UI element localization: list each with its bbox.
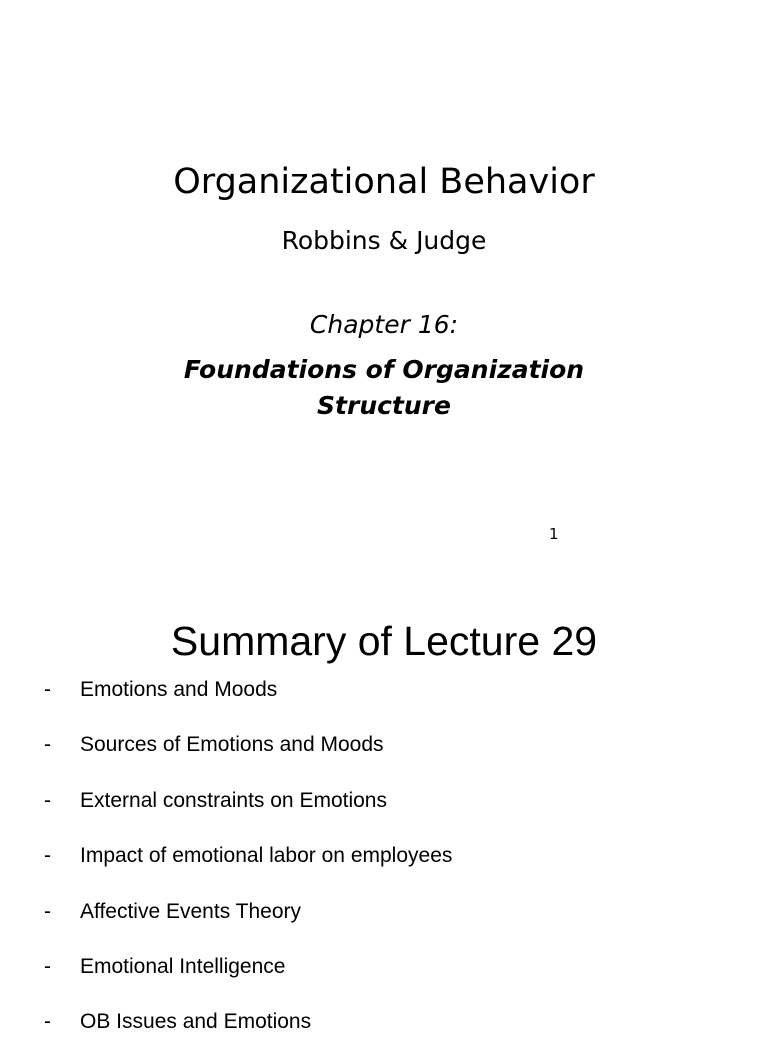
bullet-marker: - bbox=[44, 788, 51, 812]
slide-title: Organizational Behavior bbox=[173, 162, 595, 202]
bullet-text: Sources of Emotions and Moods bbox=[80, 733, 384, 757]
summary-slide bbox=[0, 600, 768, 1034]
bullet-text: Emotional Intelligence bbox=[80, 954, 286, 978]
summary-title: Summary of Lecture 29 bbox=[170, 618, 598, 664]
page-number: 1 bbox=[549, 525, 559, 543]
bullet-marker: - bbox=[44, 954, 51, 978]
bullet-text: External constraints on Emotions bbox=[80, 788, 387, 812]
bullet-text: Affective Events Theory bbox=[80, 899, 302, 923]
bullet-text: OB Issues and Emotions bbox=[80, 1010, 312, 1034]
chapter-label: Chapter 16: bbox=[309, 310, 459, 339]
list-item bbox=[0, 842, 768, 897]
list-item bbox=[0, 898, 768, 953]
bullet-marker: - bbox=[44, 844, 51, 868]
chapter-title: Foundations of Organization Structure bbox=[183, 355, 585, 420]
slide-subtitle: Robbins & Judge bbox=[281, 226, 487, 255]
bullet-marker: - bbox=[44, 899, 51, 923]
bullet-text: Emotions and Moods bbox=[80, 678, 278, 701]
summary-bullet-list bbox=[0, 676, 768, 1064]
list-item bbox=[0, 787, 768, 842]
bullet-marker: - bbox=[44, 678, 51, 701]
list-item bbox=[0, 676, 768, 731]
bullet-text: Impact of emotional labor on employees bbox=[80, 844, 453, 868]
list-item bbox=[0, 1008, 768, 1063]
list-item bbox=[0, 953, 768, 1008]
list-item bbox=[0, 731, 768, 786]
bullet-marker: - bbox=[44, 733, 51, 757]
bullet-marker: - bbox=[44, 1010, 51, 1034]
